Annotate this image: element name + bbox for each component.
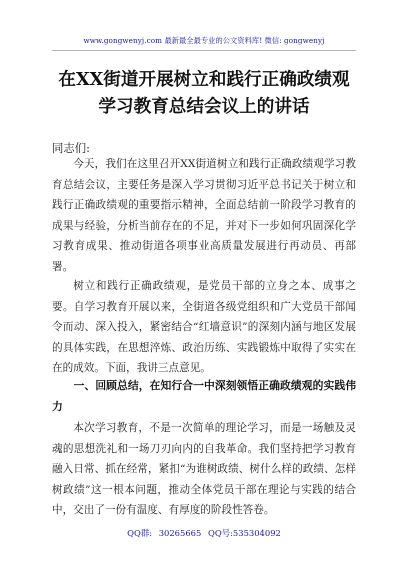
page-footer: QQ群: 30265665 QQ号:535304092 xyxy=(127,528,281,538)
document-title: 在XX街道开展树立和践行正确政绩观学习教育总结会议上的讲话 xyxy=(58,69,350,117)
paragraph-intro: 今天，我们在这里召开XX街道树立和践行正确政绩观学习教育总结会议，主要任务是深入学习贯彻习近平总书记关于树立和践行正确政绩观的重要指示精神，全面总结前一阶段学习教育的成果与经验，分析当前存在的不足，并对下一步如何巩固深化学习教育成果、推动街道各项事业高质量发展进行再动员、再部署。 xyxy=(52,158,356,273)
header-divider xyxy=(52,50,356,51)
section-1-paragraph: 本次学习教育，不是一次简单的理论学习，而是一场触及灵魂的思想洗礼和一场刀刃向内的自我革命。我们坚持把学习教育融入日常、抓在经常，紧扣“为谁树政绩、树什么样的政绩、怎样树政绩”这一根本问题，推动全体党员干部在理论与实践的结合中，交出了一份有温度、有厚度的阶段性答卷。 xyxy=(52,422,356,516)
paragraph-purpose: 树立和践行正确政绩观，是党员干部的立身之本、成事之要。自学习教育开展以来，全街道各级党组织和广大党员干部闻令而动、深入投入，紧密结合“红墙意识”的深刻内涵与地区发展的具体实践，在思想淬炼、政治历练、实践锻炼中取得了实实在在的成效。下面，我讲三点意见。 xyxy=(52,280,356,374)
page-header: www.gongwenyj.com 最新最全最专业的公文资料库! 微信: gongwenyj xyxy=(83,36,325,45)
salutation: 同志们: xyxy=(52,141,91,155)
section-heading-1: 一、回顾总结，在知行合一中深刻领悟正确政绩观的实践伟力 xyxy=(52,379,356,413)
